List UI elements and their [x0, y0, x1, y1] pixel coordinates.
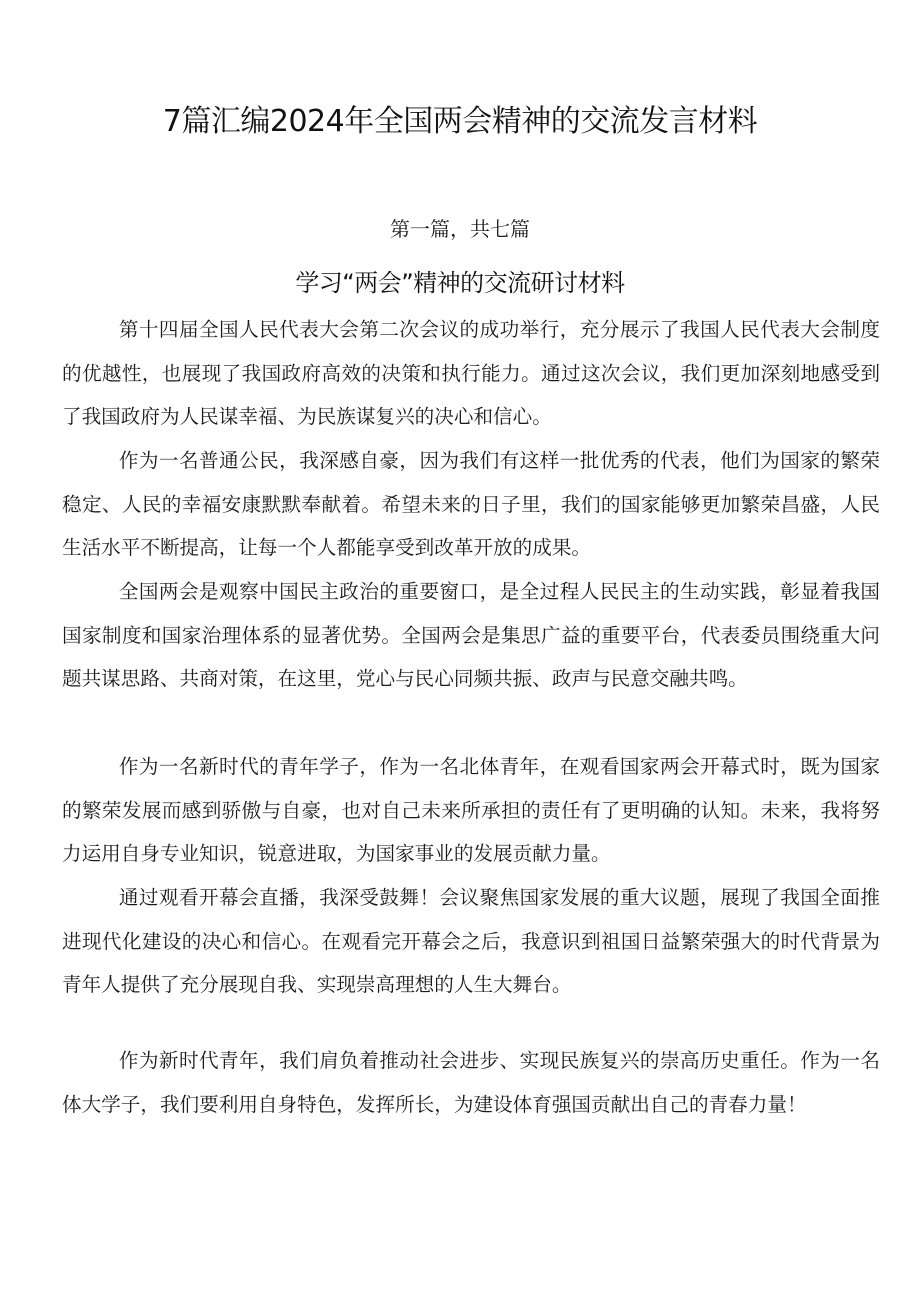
section-heading: 学习“两会”精神的交流研讨材料 — [295, 269, 625, 297]
body-paragraph: 通过观看开幕会直播，我深受鼓舞！会议聚焦国家发展的重大议题，展现了我国全面推进现代化建设的决心和信心。在观看完开幕会之后，我意识到祖国日益繁荣强大的时代背景为青年人提供了充分展现自我、实现崇高理想的人生大舞台。 — [62, 886, 880, 996]
body-paragraph: 第十四届全国人民代表大会第二次会议的成功举行，充分展示了我国人民代表大会制度的优越性，也展现了我国政府高效的决策和执行能力。通过这次会议，我们更加深刻地感受到了我国政府为人民谋幸福、为民族谋复兴的决心和信心。 — [62, 318, 880, 428]
document-title: 7篇汇编2024年全国两会精神的交流发言材料 — [162, 104, 758, 139]
body-paragraph: 作为一名普通公民，我深感自豪，因为我们有这样一批优秀的代表，他们为国家的繁荣稳定、人民的幸福安康默默奉献着。希望未来的日子里，我们的国家能够更加繁荣昌盛，人民生活水平不断提高，让每一个人都能享受到改革开放的成果。 — [62, 449, 880, 559]
body-paragraph: 全国两会是观察中国民主政治的重要窗口，是全过程人民民主的生动实践，彰显着我国国家制度和国家治理体系的显著优势。全国两会是集思广益的重要平台，代表委员围绕重大问题共谋思路、共商对策，在这里，党心与民心同频共振、政声与民意交融共鸣。 — [62, 580, 880, 690]
section-label: 第一篇，共七篇 — [390, 217, 530, 241]
body-paragraph: 作为一名新时代的青年学子，作为一名北体青年，在观看国家两会开幕式时，既为国家的繁荣发展而感到骄傲与自豪，也对自己未来所承担的责任有了更明确的认知。未来，我将努力运用自身专业知识，锐意进取，为国家事业的发展贡献力量。 — [62, 755, 880, 865]
body-paragraph: 作为新时代青年，我们肩负着推动社会进步、实现民族复兴的崇高历史重任。作为一名体大学子，我们要利用自身特色，发挥所长，为建设体育强国贡献出自己的青春力量！ — [62, 1049, 880, 1116]
